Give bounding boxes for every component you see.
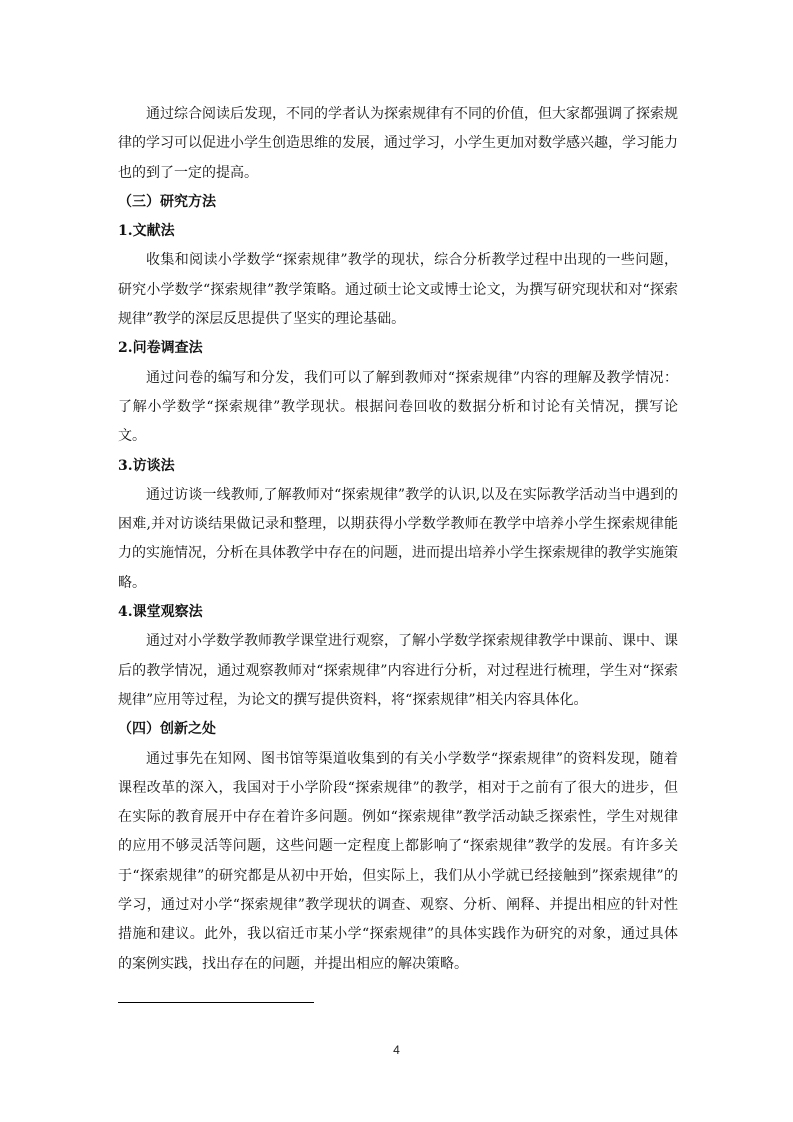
heading-literature-method: 1.文献法 xyxy=(118,223,175,240)
interview-paragraph: 通过访谈一线教师,了解教师对“探索规律”教学的认识,以及在实际教学活动当中遇到的困难,并对访谈结果做记录和整理，以期获得小学数学教师在教学中培养小学生探索规律能力的实施情况，分析在具体教学中存在的问题，进而提出培养小学生探索规律的教学实施策略。 xyxy=(118,486,678,591)
heading-innovation: （四）创新之处 xyxy=(118,721,216,738)
heading-observation-method: 4.课堂观察法 xyxy=(118,604,203,621)
heading-interview-method: 3.访谈法 xyxy=(118,457,175,474)
page-number: 4 xyxy=(393,1043,400,1057)
heading-research-methods: （三）研究方法 xyxy=(118,193,216,210)
literature-paragraph: 收集和阅读小学数学“探索规律”教学的现状，综合分析教学过程中出现的一些问题，研究小学数学“探索规律”教学策略。通过硕士论文或博士论文，为撰写研究现状和对“探索规律”教学的深层反思提供了坚实的理论基础。 xyxy=(118,252,678,328)
body-text xyxy=(118,100,678,979)
survey-paragraph: 通过问卷的编写和分发，我们可以了解到教师对“探索规律”内容的理解及教学情况：了解小学数学“探索规律”教学现状。根据问卷回收的数据分析和讨论有关情况，撰写论文。 xyxy=(118,369,678,445)
intro-paragraph: 通过综合阅读后发现，不同的学者认为探索规律有不同的价值，但大家都强调了探索规律的学习可以促进小学生创造思维的发展，通过学习，小学生更加对数学感兴趣，学习能力也的到了一定的提高。 xyxy=(118,106,678,181)
footnote-divider xyxy=(118,1002,314,1003)
observation-paragraph: 通过对小学数学教师教学课堂进行观察，了解小学数学探索规律教学中课前、课中、课后的教学情况，通过观察教师对“探索规律”内容进行分析，对过程进行梳理，学生对“探索规律”应用等过程，为论文的撰写提供资料，将“探索规律”相关内容具体化。 xyxy=(118,633,678,708)
innovation-paragraph: 通过事先在知网、图书馆等渠道收集到的有关小学数学“探索规律”的资料发现，随着课程改革的深入，我国对于小学阶段“探索规律”的教学，相对于之前有了很大的进步，但在实际的教育展开中存在着许多问题。例如“探索规律”教学活动缺乏探索性，学生对规律的应用不够灵活等问题，这些问题一定程度上都影响了“探索规律”教学的发展。有许多关于“探索规律”的研究都是从初中开始，但实际上，我们从小学就已经接触到”探索规律”的学习，通过对小学“探索规律”教学现状的调查、观察、分析、阐释、并提出相应的针对性措施和建议。此外，我以宿迁市某小学“探索规律”的具体实践作为研究的对象，通过具体的案例实践，找出存在的问题，并提出相应的解决策略。 xyxy=(118,750,678,972)
heading-survey-method: 2.问卷调查法 xyxy=(118,340,203,357)
